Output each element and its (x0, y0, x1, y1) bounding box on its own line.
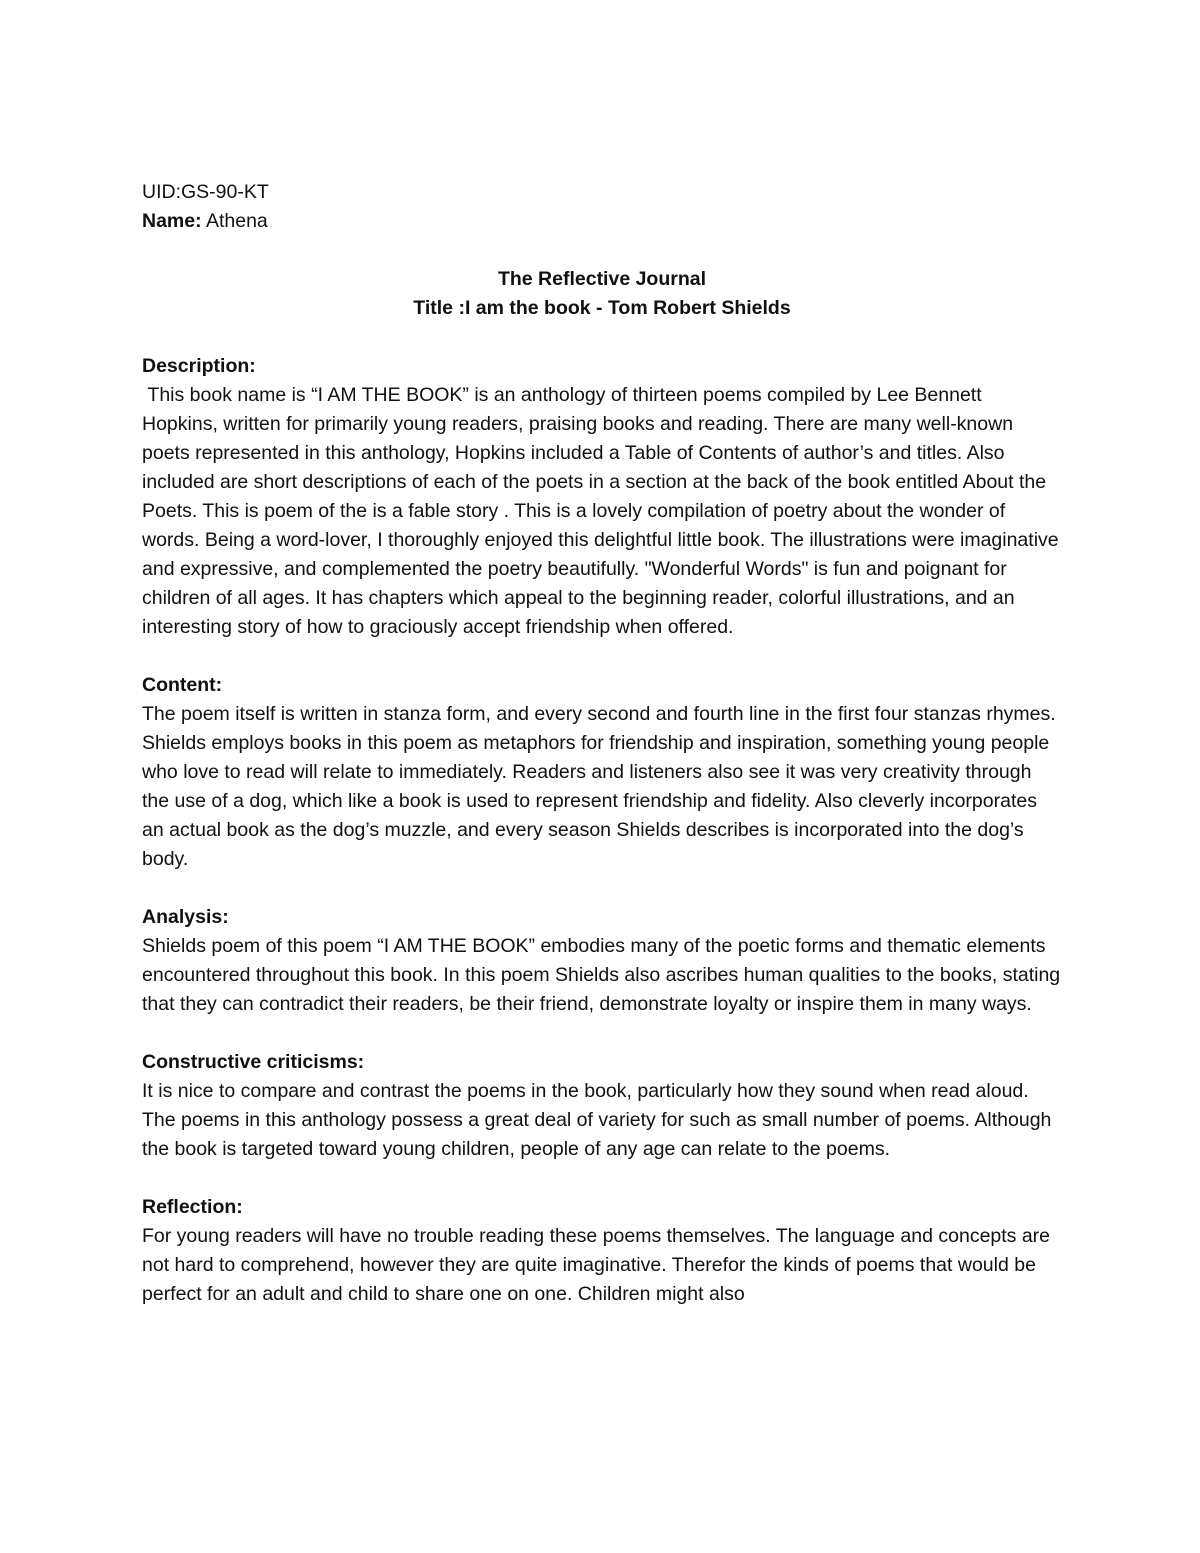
name-label: Name: (142, 210, 202, 232)
section-body: Shields poem of this poem “I AM THE BOOK” embodies many of the poetic forms and thematic elements encountered throughout this book. In this poem Shields also ascribes human qualities to the books, stating that they can contradict their readers, be their friend, demonstrate loyalty or inspire them in many ways. (142, 935, 1061, 1015)
section-analysis (142, 903, 1062, 1019)
name-value: Athena (201, 210, 268, 232)
title-block (142, 265, 1062, 323)
section-body: The poem itself is written in stanza form, and every second and fourth line in the first four stanzas rhymes. Shields employs books in this poem as metaphors for friendship and inspiration, something young people who love to read will relate to immediately. Readers and listeners also see it was very creativity through the use of a dog, which like a book is used to represent friendship and fidelity. Also cleverly incorporates an actual book as the dog’s muzzle, and every season Shields describes is incorporated into the dog’s body. (142, 703, 1056, 870)
name-line (142, 207, 1062, 236)
journal-title: The Reflective Journal (497, 268, 707, 290)
section-body: This book name is “I AM THE BOOK” is an anthology of thirteen poems compiled by Lee Bennett Hopkins, written for primarily young readers, praising books and reading. There are many well-known poets represented in this anthology, Hopkins included a Table of Contents of author’s and titles. Also included are short descriptions of each of the poets in a section at the back of the book entitled About the Poets. This is poem of the is a fable story . This is a lovely compilation of poetry about the wonder of words. Being a word-lover, I thoroughly enjoyed this delightful little book. The illustrations were imaginative and expressive, and complemented the poetry beautifully. "Wonderful Words" is fun and poignant for children of all ages. It has chapters which appeal to the beginning reader, colorful illustrations, and an interesting story of how to graciously accept friendship when offered. (142, 384, 1065, 638)
document-page (142, 178, 1065, 1309)
section-heading: Reflection: (142, 1196, 243, 1218)
section-heading: Content: (142, 674, 223, 696)
uid-line (142, 178, 1062, 207)
section-heading: Constructive criticisms: (142, 1051, 365, 1073)
section-content (142, 671, 1062, 874)
section-body: It is nice to compare and contrast the poems in the book, particularly how they sound when read aloud. The poems in this anthology possess a great deal of variety for such as small number of poems. Although the book is targeted toward young children, people of any age can relate to the poems. (142, 1080, 1052, 1160)
book-title: Title :I am the book - Tom Robert Shields (413, 297, 791, 319)
uid-value: GS-90-KT (181, 181, 269, 203)
section-body: For young readers will have no trouble reading these poems themselves. The language and concepts are not hard to comprehend, however they are quite imaginative. Therefor the kinds of poems that would be perfect for an adult and child to share one on one. Children might also (142, 1225, 1051, 1305)
section-heading: Analysis: (142, 906, 229, 928)
uid-label: UID: (142, 181, 181, 203)
section-reflection (142, 1193, 1062, 1309)
section-heading: Description: (142, 355, 256, 377)
section-constructive-criticisms (142, 1048, 1062, 1164)
section-description (142, 352, 1065, 642)
